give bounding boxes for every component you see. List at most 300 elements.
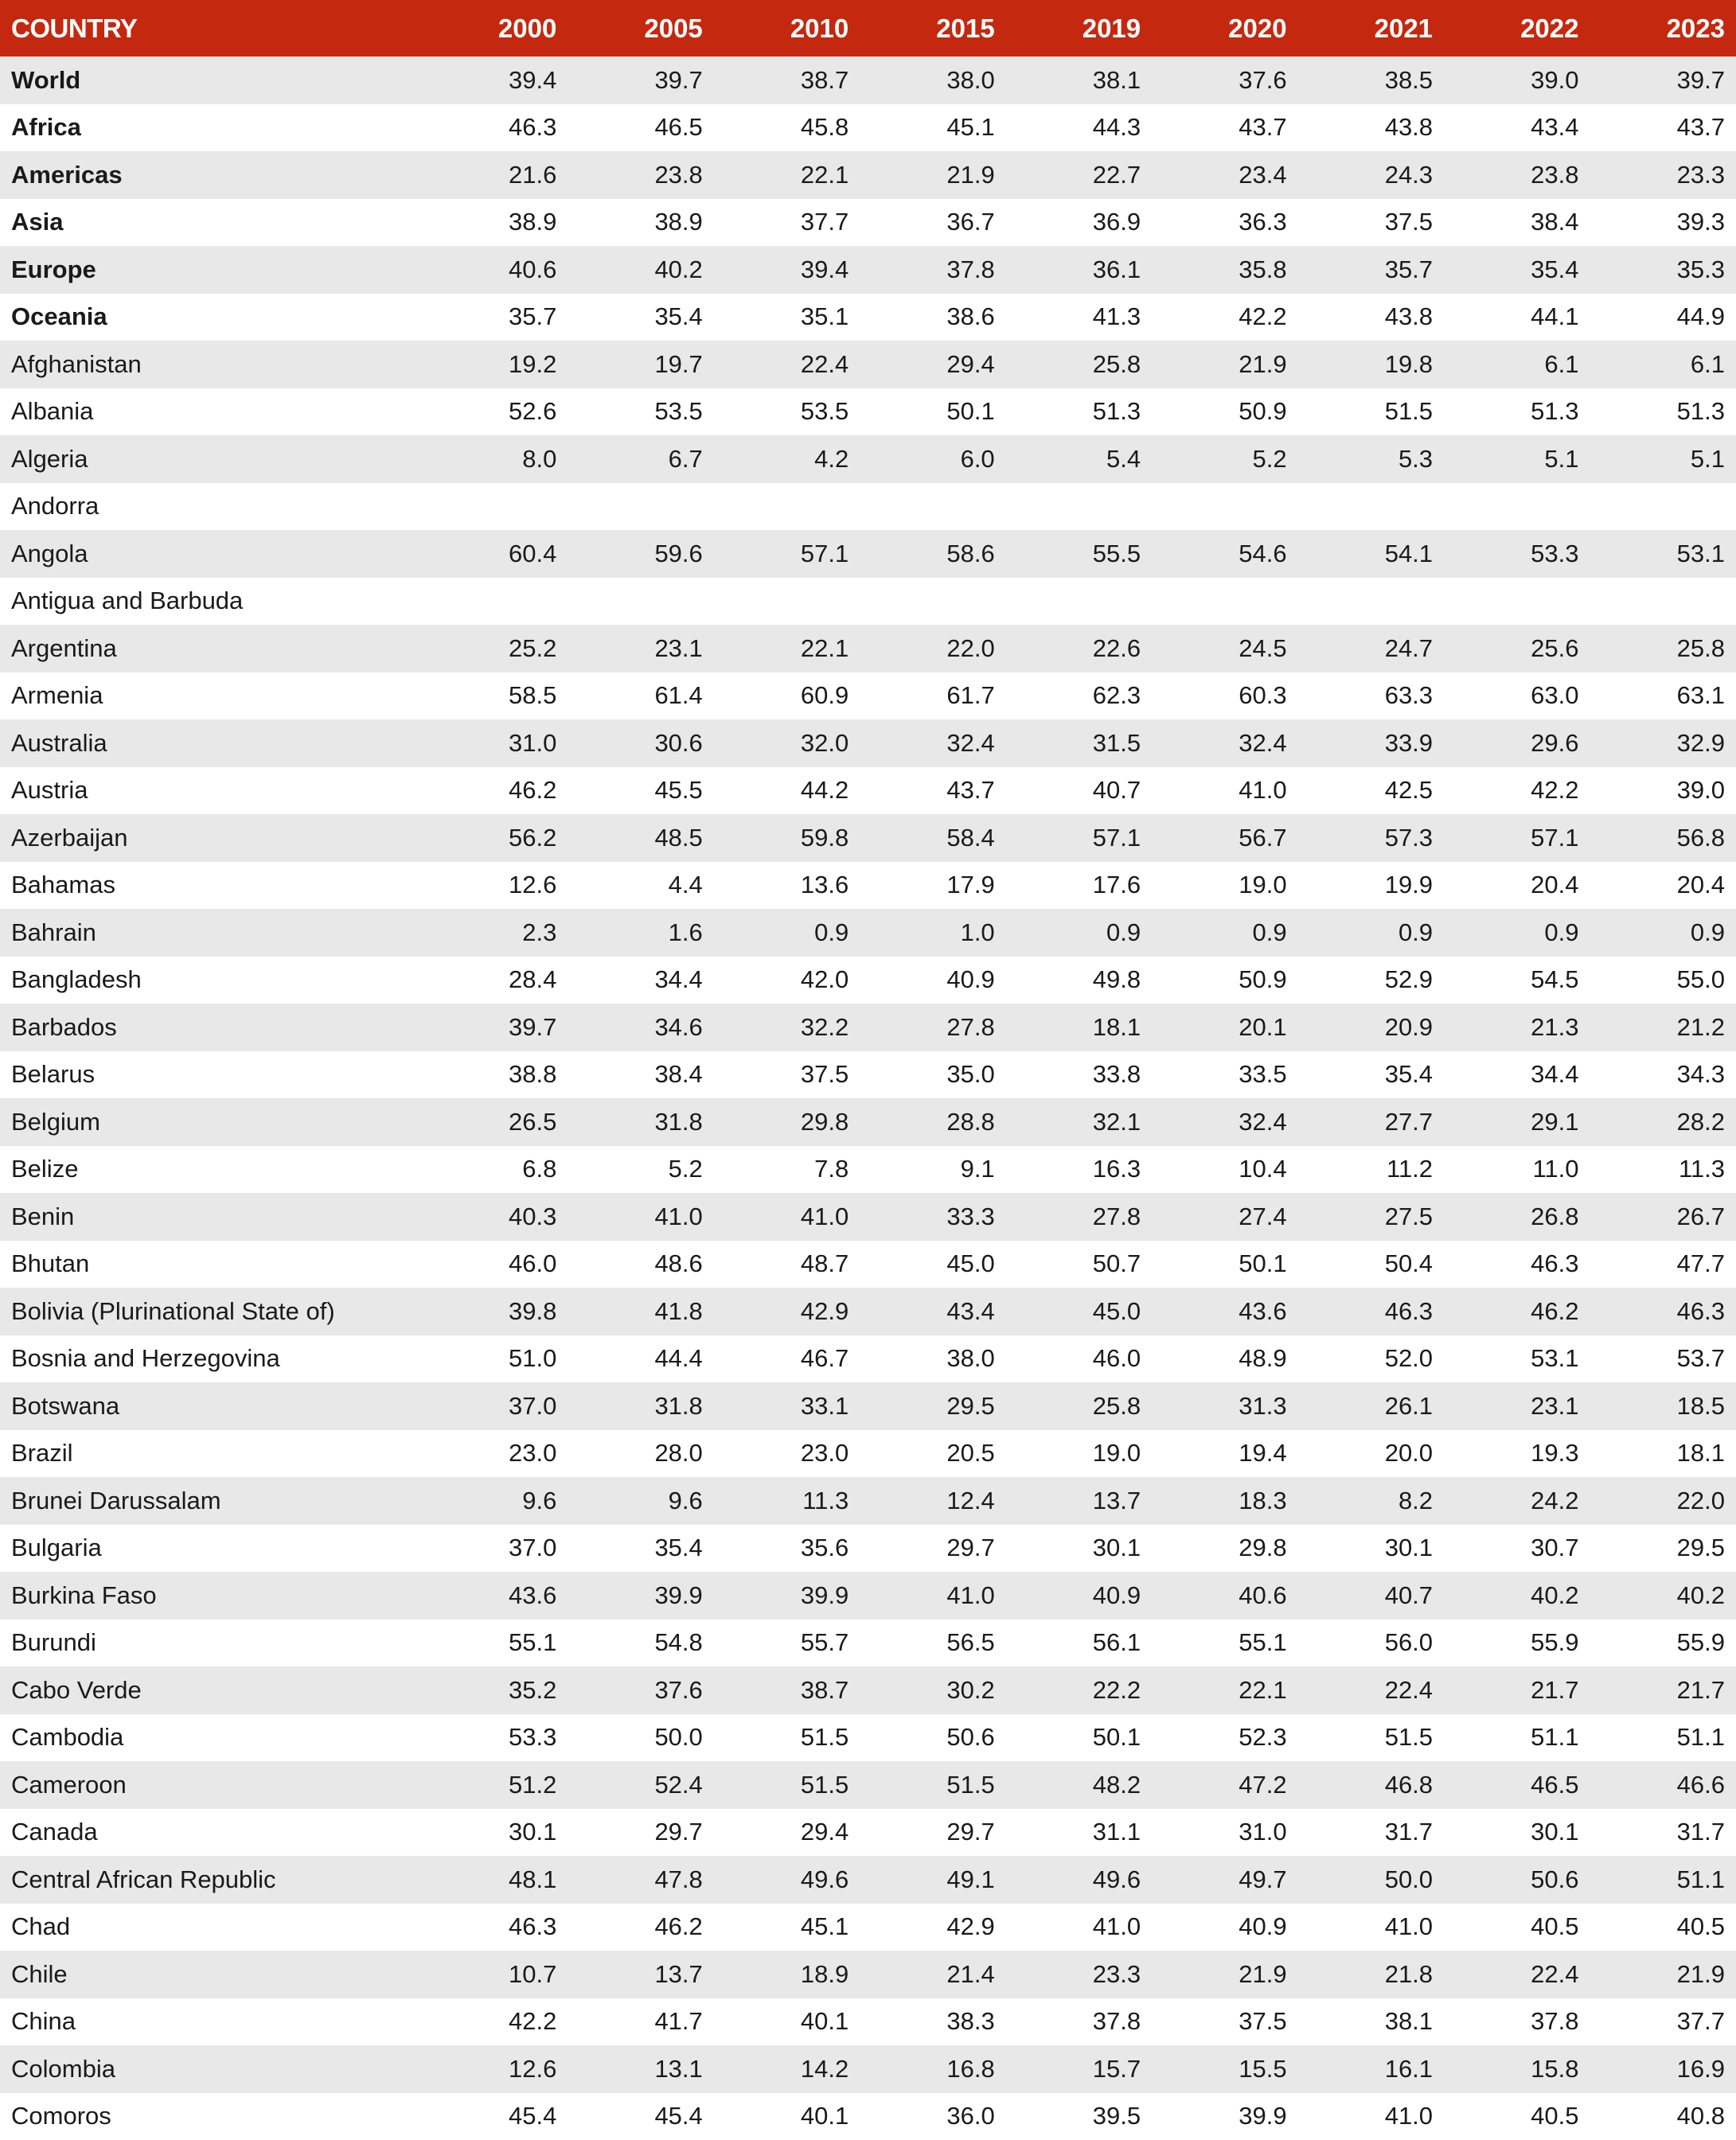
value-cell: 13.7 (1006, 1477, 1152, 1525)
value-cell: 44.3 (1006, 104, 1152, 152)
value-cell: 28.8 (860, 1098, 1005, 1146)
value-cell: 29.4 (860, 341, 1005, 388)
value-cell: 30.1 (1006, 1525, 1152, 1573)
value-cell: 37.0 (422, 1525, 568, 1573)
value-cell (714, 483, 860, 531)
country-name-cell: Canada (0, 1809, 422, 1857)
value-cell: 19.3 (1444, 1430, 1590, 1478)
value-cell: 24.3 (1298, 151, 1444, 199)
value-cell: 39.7 (422, 1004, 568, 1051)
value-cell: 25.2 (422, 625, 568, 672)
value-cell: 37.8 (1444, 1998, 1590, 2046)
value-cell: 26.7 (1590, 1193, 1736, 1241)
table-body (0, 57, 1736, 2140)
value-cell: 54.1 (1298, 530, 1444, 578)
country-name-cell: Bahamas (0, 862, 422, 910)
value-cell: 51.3 (1590, 388, 1736, 436)
table-row (0, 1572, 1736, 1620)
value-cell: 28.2 (1590, 1098, 1736, 1146)
value-cell: 32.9 (1590, 719, 1736, 767)
value-cell: 36.3 (1152, 199, 1297, 247)
value-cell: 35.4 (1444, 246, 1590, 294)
value-cell: 50.4 (1298, 1241, 1444, 1288)
value-cell: 30.1 (1444, 1809, 1590, 1857)
value-cell: 35.6 (714, 1525, 860, 1573)
value-cell: 33.9 (1298, 719, 1444, 767)
value-cell: 0.9 (1590, 909, 1736, 957)
value-cell: 43.8 (1298, 104, 1444, 152)
value-cell: 6.8 (422, 1146, 568, 1194)
table-row (0, 1004, 1736, 1051)
value-cell: 56.5 (860, 1620, 1005, 1667)
value-cell: 57.3 (1298, 814, 1444, 862)
value-cell: 26.8 (1444, 1193, 1590, 1241)
value-cell: 30.7 (1444, 1525, 1590, 1573)
country-name-cell: Burkina Faso (0, 1572, 422, 1620)
value-cell: 2.3 (422, 909, 568, 957)
value-cell: 41.0 (1152, 767, 1297, 815)
country-name-cell: Brunei Darussalam (0, 1477, 422, 1525)
value-cell: 27.8 (860, 1004, 1005, 1051)
value-cell: 31.8 (568, 1098, 713, 1146)
value-cell: 39.3 (1590, 199, 1736, 247)
value-cell: 60.4 (422, 530, 568, 578)
country-name-cell: Bulgaria (0, 1525, 422, 1573)
value-cell: 54.5 (1444, 957, 1590, 1004)
value-cell: 54.8 (568, 1620, 713, 1667)
value-cell: 39.4 (422, 57, 568, 104)
value-cell: 18.1 (1006, 1004, 1152, 1051)
value-cell: 46.3 (422, 104, 568, 152)
value-cell: 6.1 (1590, 341, 1736, 388)
value-cell: 43.6 (422, 1572, 568, 1620)
value-cell: 42.2 (422, 1998, 568, 2046)
value-cell: 28.0 (568, 1430, 713, 1478)
value-cell: 38.3 (860, 1998, 1005, 2046)
value-cell: 63.1 (1590, 672, 1736, 720)
value-cell: 40.5 (1444, 2093, 1590, 2140)
value-cell: 35.4 (1298, 1051, 1444, 1099)
value-cell: 42.2 (1152, 294, 1297, 341)
value-cell: 62.3 (1006, 672, 1152, 720)
value-cell: 52.9 (1298, 957, 1444, 1004)
value-cell: 37.5 (1298, 199, 1444, 247)
value-cell: 45.1 (714, 1904, 860, 1951)
value-cell: 46.7 (714, 1335, 860, 1383)
value-cell: 38.1 (1298, 1998, 1444, 2046)
value-cell: 12.6 (422, 2045, 568, 2093)
value-cell: 58.4 (860, 814, 1005, 862)
value-cell: 37.8 (860, 246, 1005, 294)
value-cell: 33.1 (714, 1382, 860, 1430)
table-row (0, 199, 1736, 247)
value-cell: 20.9 (1298, 1004, 1444, 1051)
value-cell: 53.5 (568, 388, 713, 436)
table-row (0, 294, 1736, 341)
value-cell: 49.8 (1006, 957, 1152, 1004)
value-cell: 39.9 (1152, 2093, 1297, 2140)
value-cell (568, 578, 713, 626)
value-cell: 43.4 (860, 1288, 1005, 1335)
value-cell: 13.6 (714, 862, 860, 910)
value-cell: 56.7 (1152, 814, 1297, 862)
value-cell: 34.6 (568, 1004, 713, 1051)
value-cell: 29.1 (1444, 1098, 1590, 1146)
value-cell: 49.6 (714, 1856, 860, 1904)
value-cell: 15.5 (1152, 2045, 1297, 2093)
value-cell: 39.9 (568, 1572, 713, 1620)
value-cell: 49.1 (860, 1856, 1005, 1904)
value-cell: 21.3 (1444, 1004, 1590, 1051)
value-cell: 40.7 (1298, 1572, 1444, 1620)
value-cell: 25.8 (1006, 341, 1152, 388)
value-cell: 19.2 (422, 341, 568, 388)
value-cell: 23.8 (568, 151, 713, 199)
table-row (0, 862, 1736, 910)
value-cell: 45.5 (568, 767, 713, 815)
value-cell: 52.0 (1298, 1335, 1444, 1383)
value-cell: 46.6 (1590, 1761, 1736, 1809)
value-cell: 42.2 (1444, 767, 1590, 815)
value-cell: 56.2 (422, 814, 568, 862)
value-cell: 50.1 (1006, 1714, 1152, 1762)
value-cell: 40.9 (1152, 1904, 1297, 1951)
value-cell: 47.8 (568, 1856, 713, 1904)
value-cell: 39.4 (714, 246, 860, 294)
value-cell (1444, 483, 1590, 531)
table-row (0, 814, 1736, 862)
value-cell: 9.1 (860, 1146, 1005, 1194)
value-cell: 32.2 (714, 1004, 860, 1051)
value-cell: 6.1 (1444, 341, 1590, 388)
table-row (0, 1856, 1736, 1904)
value-cell: 31.7 (1298, 1809, 1444, 1857)
value-cell: 23.0 (422, 1430, 568, 1478)
table-row (0, 909, 1736, 957)
table-row (0, 1430, 1736, 1478)
value-cell: 8.0 (422, 435, 568, 483)
country-name-cell: Bahrain (0, 909, 422, 957)
value-cell: 38.5 (1298, 57, 1444, 104)
table-row (0, 2045, 1736, 2093)
country-name-cell: Cabo Verde (0, 1666, 422, 1714)
value-cell: 32.4 (1152, 719, 1297, 767)
value-cell: 40.1 (714, 2093, 860, 2140)
country-name-cell: Asia (0, 199, 422, 247)
value-cell: 21.4 (860, 1951, 1005, 1998)
value-cell: 37.5 (1152, 1998, 1297, 2046)
value-cell: 41.3 (1006, 294, 1152, 341)
value-cell: 5.3 (1298, 435, 1444, 483)
value-cell: 46.3 (1298, 1288, 1444, 1335)
value-cell: 23.1 (1444, 1382, 1590, 1430)
value-cell: 30.1 (422, 1809, 568, 1857)
table-row (0, 1051, 1736, 1099)
value-cell: 51.5 (714, 1761, 860, 1809)
value-cell: 61.4 (568, 672, 713, 720)
value-cell: 41.0 (1298, 1904, 1444, 1951)
value-cell: 16.3 (1006, 1146, 1152, 1194)
value-cell: 52.4 (568, 1761, 713, 1809)
value-cell: 51.3 (1006, 388, 1152, 436)
value-cell (1590, 578, 1736, 626)
value-cell: 46.5 (1444, 1761, 1590, 1809)
country-name-cell: Algeria (0, 435, 422, 483)
value-cell: 34.4 (1444, 1051, 1590, 1099)
value-cell: 43.4 (1444, 104, 1590, 152)
value-cell (1590, 483, 1736, 531)
value-cell: 29.7 (860, 1525, 1005, 1573)
column-header-year: 2022 (1444, 0, 1590, 57)
table-row (0, 1714, 1736, 1762)
value-cell: 40.8 (1590, 2093, 1736, 2140)
value-cell: 23.4 (1152, 151, 1297, 199)
value-cell: 10.7 (422, 1951, 568, 1998)
value-cell: 46.0 (1006, 1335, 1152, 1383)
value-cell: 32.4 (1152, 1098, 1297, 1146)
value-cell: 38.6 (860, 294, 1005, 341)
country-name-cell: Cameroon (0, 1761, 422, 1809)
value-cell: 60.3 (1152, 672, 1297, 720)
value-cell: 36.0 (860, 2093, 1005, 2140)
value-cell: 37.8 (1006, 1998, 1152, 2046)
column-header-year: 2005 (568, 0, 713, 57)
country-name-cell: World (0, 57, 422, 104)
value-cell: 15.7 (1006, 2045, 1152, 2093)
value-cell: 0.9 (1444, 909, 1590, 957)
value-cell: 45.0 (1006, 1288, 1152, 1335)
value-cell: 11.0 (1444, 1146, 1590, 1194)
value-cell: 38.1 (1006, 57, 1152, 104)
value-cell: 48.1 (422, 1856, 568, 1904)
value-cell: 31.1 (1006, 1809, 1152, 1857)
value-cell: 58.5 (422, 672, 568, 720)
value-cell (1444, 578, 1590, 626)
value-cell: 21.9 (1152, 341, 1297, 388)
value-cell: 20.5 (860, 1430, 1005, 1478)
value-cell: 40.2 (1590, 1572, 1736, 1620)
value-cell: 21.7 (1444, 1666, 1590, 1714)
value-cell: 53.1 (1590, 530, 1736, 578)
value-cell: 53.1 (1444, 1335, 1590, 1383)
value-cell: 45.0 (860, 1241, 1005, 1288)
country-name-cell: Chile (0, 1951, 422, 1998)
value-cell: 40.9 (1006, 1572, 1152, 1620)
value-cell: 45.1 (860, 104, 1005, 152)
value-cell: 24.5 (1152, 625, 1297, 672)
value-cell: 35.8 (1152, 246, 1297, 294)
country-name-cell: China (0, 1998, 422, 2046)
value-cell: 18.5 (1590, 1382, 1736, 1430)
value-cell: 44.9 (1590, 294, 1736, 341)
value-cell: 39.9 (714, 1572, 860, 1620)
value-cell: 45.4 (422, 2093, 568, 2140)
value-cell: 53.3 (422, 1714, 568, 1762)
value-cell: 50.6 (860, 1714, 1005, 1762)
value-cell: 1.6 (568, 909, 713, 957)
value-cell: 11.2 (1298, 1146, 1444, 1194)
value-cell: 60.9 (714, 672, 860, 720)
value-cell: 22.4 (714, 341, 860, 388)
table-row (0, 341, 1736, 388)
value-cell: 5.2 (568, 1146, 713, 1194)
value-cell (1298, 483, 1444, 531)
value-cell: 35.4 (568, 1525, 713, 1573)
value-cell: 40.2 (568, 246, 713, 294)
value-cell: 27.8 (1006, 1193, 1152, 1241)
column-header-year: 2023 (1590, 0, 1736, 57)
value-cell: 46.3 (1590, 1288, 1736, 1335)
value-cell: 25.6 (1444, 625, 1590, 672)
country-name-cell: Andorra (0, 483, 422, 531)
value-cell: 43.7 (1590, 104, 1736, 152)
value-cell: 1.0 (860, 909, 1005, 957)
value-cell: 43.7 (1152, 104, 1297, 152)
value-cell: 47.7 (1590, 1241, 1736, 1288)
country-name-cell: Americas (0, 151, 422, 199)
value-cell: 5.1 (1590, 435, 1736, 483)
value-cell: 46.3 (422, 1904, 568, 1951)
country-name-cell: Bosnia and Herzegovina (0, 1335, 422, 1383)
value-cell: 46.8 (1298, 1761, 1444, 1809)
value-cell: 29.4 (714, 1809, 860, 1857)
value-cell: 52.6 (422, 388, 568, 436)
value-cell: 32.4 (860, 719, 1005, 767)
value-cell: 51.0 (422, 1335, 568, 1383)
country-name-cell: Argentina (0, 625, 422, 672)
table-row (0, 767, 1736, 815)
value-cell: 55.1 (1152, 1620, 1297, 1667)
value-cell: 0.9 (1152, 909, 1297, 957)
value-cell: 53.3 (1444, 530, 1590, 578)
country-name-cell: Chad (0, 1904, 422, 1951)
value-cell: 5.4 (1006, 435, 1152, 483)
value-cell: 31.5 (1006, 719, 1152, 767)
country-name-cell: Cambodia (0, 1714, 422, 1762)
table-row (0, 435, 1736, 483)
country-name-cell: Europe (0, 246, 422, 294)
value-cell: 28.4 (422, 957, 568, 1004)
value-cell: 20.0 (1298, 1430, 1444, 1478)
value-cell: 51.5 (714, 1714, 860, 1762)
table-row (0, 1525, 1736, 1573)
value-cell: 37.5 (714, 1051, 860, 1099)
value-cell: 23.0 (714, 1430, 860, 1478)
table-row (0, 1477, 1736, 1525)
value-cell: 36.1 (1006, 246, 1152, 294)
value-cell: 4.2 (714, 435, 860, 483)
value-cell: 51.3 (1444, 388, 1590, 436)
value-cell: 22.1 (1152, 1666, 1297, 1714)
value-cell: 55.7 (714, 1620, 860, 1667)
country-name-cell: Benin (0, 1193, 422, 1241)
table-row (0, 1335, 1736, 1383)
value-cell: 50.6 (1444, 1856, 1590, 1904)
value-cell: 16.1 (1298, 2045, 1444, 2093)
table-row (0, 957, 1736, 1004)
value-cell: 22.1 (714, 151, 860, 199)
value-cell: 46.5 (568, 104, 713, 152)
value-cell: 22.0 (860, 625, 1005, 672)
value-cell: 38.4 (568, 1051, 713, 1099)
value-cell: 51.1 (1590, 1856, 1736, 1904)
value-cell (860, 483, 1005, 531)
value-cell: 5.1 (1444, 435, 1590, 483)
value-cell: 43.8 (1298, 294, 1444, 341)
value-cell: 34.4 (568, 957, 713, 1004)
table-row (0, 1998, 1736, 2046)
value-cell: 31.8 (568, 1382, 713, 1430)
value-cell: 38.4 (1444, 199, 1590, 247)
value-cell: 29.5 (1590, 1525, 1736, 1573)
country-name-cell: Austria (0, 767, 422, 815)
value-cell: 53.7 (1590, 1335, 1736, 1383)
value-cell: 57.1 (714, 530, 860, 578)
value-cell: 21.9 (1590, 1951, 1736, 1998)
value-cell: 38.9 (422, 199, 568, 247)
value-cell: 52.3 (1152, 1714, 1297, 1762)
value-cell: 22.7 (1006, 151, 1152, 199)
value-cell: 42.0 (714, 957, 860, 1004)
country-name-cell: Barbados (0, 1004, 422, 1051)
value-cell: 22.1 (714, 625, 860, 672)
value-cell: 55.9 (1590, 1620, 1736, 1667)
value-cell: 38.7 (714, 1666, 860, 1714)
value-cell: 22.2 (1006, 1666, 1152, 1714)
value-cell: 44.4 (568, 1335, 713, 1383)
value-cell: 20.4 (1590, 862, 1736, 910)
value-cell: 20.1 (1152, 1004, 1297, 1051)
value-cell: 19.4 (1152, 1430, 1297, 1478)
value-cell: 50.9 (1152, 388, 1297, 436)
value-cell: 56.1 (1006, 1620, 1152, 1667)
country-name-cell: Bangladesh (0, 957, 422, 1004)
country-name-cell: Central African Republic (0, 1856, 422, 1904)
value-cell: 51.2 (422, 1761, 568, 1809)
column-header-country: COUNTRY (0, 0, 422, 57)
value-cell: 41.0 (568, 1193, 713, 1241)
value-cell: 0.9 (1006, 909, 1152, 957)
value-cell: 59.8 (714, 814, 860, 862)
value-cell: 50.0 (1298, 1856, 1444, 1904)
value-cell: 36.9 (1006, 199, 1152, 247)
table-row (0, 1241, 1736, 1288)
value-cell: 46.2 (1444, 1288, 1590, 1335)
table-row (0, 625, 1736, 672)
table-row (0, 672, 1736, 720)
value-cell: 57.1 (1444, 814, 1590, 862)
value-cell: 34.3 (1590, 1051, 1736, 1099)
value-cell: 56.8 (1590, 814, 1736, 862)
value-cell (422, 483, 568, 531)
value-cell: 23.1 (568, 625, 713, 672)
value-cell: 42.5 (1298, 767, 1444, 815)
value-cell: 38.8 (422, 1051, 568, 1099)
value-cell: 32.0 (714, 719, 860, 767)
country-name-cell: Azerbaijan (0, 814, 422, 862)
value-cell: 51.1 (1444, 1714, 1590, 1762)
value-cell: 20.4 (1444, 862, 1590, 910)
value-cell: 30.2 (860, 1666, 1005, 1714)
value-cell: 30.1 (1298, 1525, 1444, 1573)
value-cell: 44.1 (1444, 294, 1590, 341)
value-cell: 42.9 (714, 1288, 860, 1335)
column-header-year: 2015 (860, 0, 1005, 57)
value-cell: 17.6 (1006, 862, 1152, 910)
value-cell: 21.6 (422, 151, 568, 199)
value-cell: 27.4 (1152, 1193, 1297, 1241)
value-cell: 22.4 (1298, 1666, 1444, 1714)
